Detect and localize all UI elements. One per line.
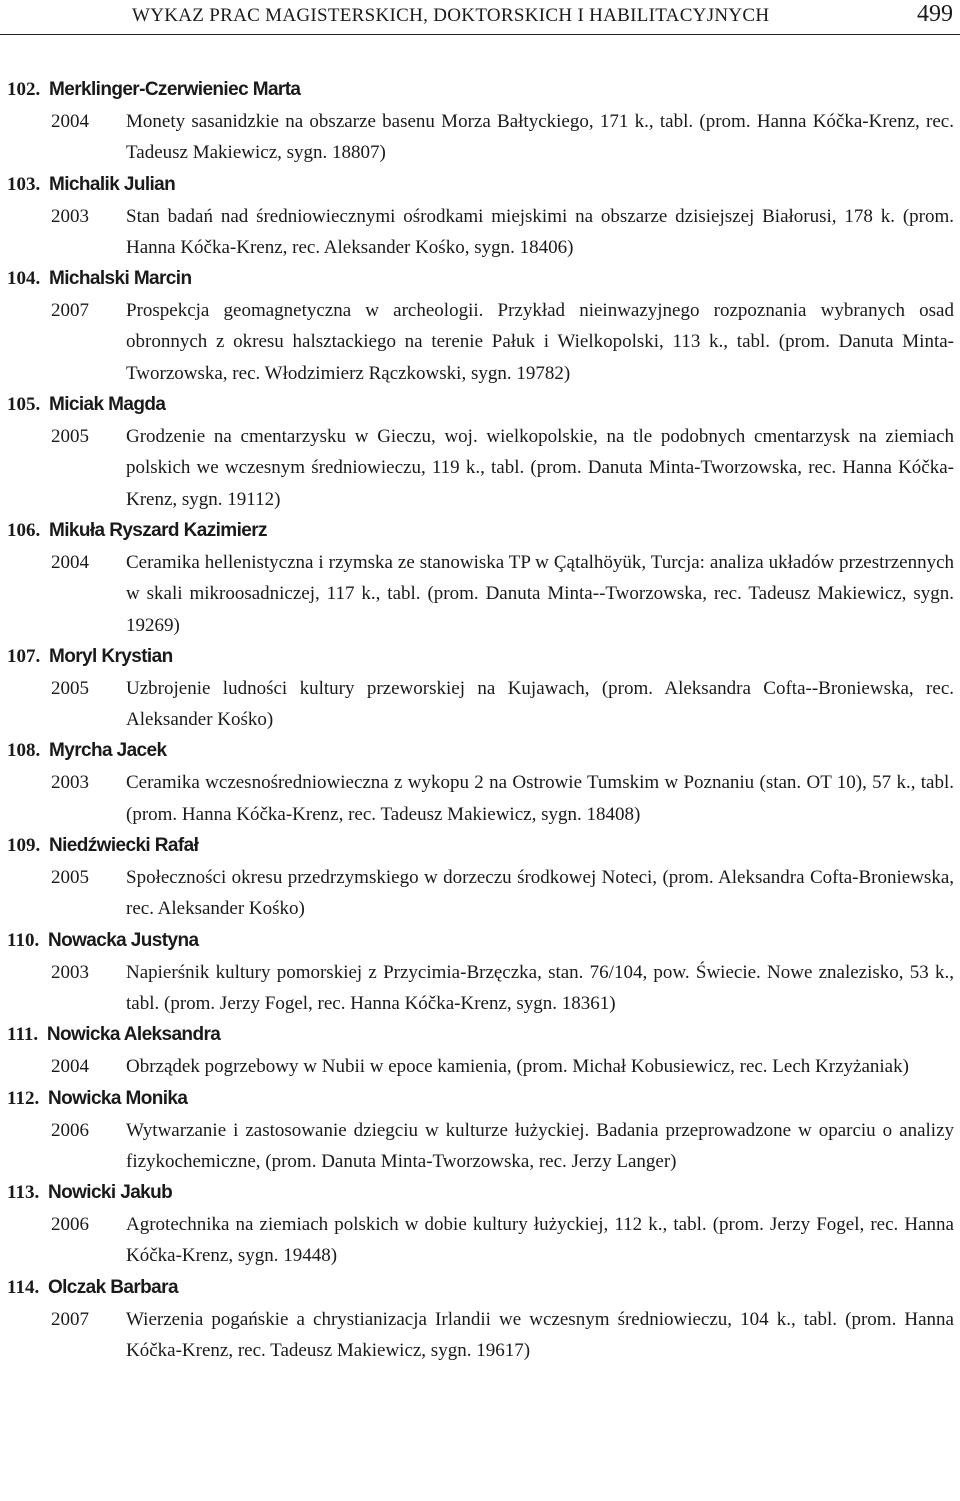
- entry-heading: [0, 735, 960, 767]
- work-record: [0, 201, 960, 264]
- work-year: 2005: [51, 867, 89, 889]
- work-record: [0, 1115, 960, 1178]
- list-entry: [0, 925, 960, 1020]
- work-description: Ceramika hellenistyczna i rzymska ze stanowiska TP w Çątalhöyük, Turcja: analiza układów przestrzennych w skali mikroosadniczej, 117 k., tabl. (prom. Danuta Minta--Tworzowska, rec. Tadeusz Makiewicz, sygn. 19269): [126, 551, 954, 636]
- work-description: Ceramika wczesnośredniowieczna z wykopu 2 na Ostrowie Tumskim w Poznaniu (stan. OT 10), 57 k., tabl. (prom. Hanna Kóčka-Krenz, rec. Tadeusz Makiewicz, sygn. 18408): [126, 772, 954, 825]
- author-name: Nowicka Monika: [47, 1087, 188, 1109]
- entry-number: 112.: [7, 1087, 40, 1109]
- work-year: 2007: [51, 1308, 89, 1330]
- list-entry: [0, 1083, 960, 1178]
- work-description: Stan badań nad średniowiecznymi ośrodkami miejskimi na obszarze dzisiejszej Białorusi, 178 k. (prom. Hanna Kóčka-Krenz, rec. Aleksander Kośko, sygn. 18406): [126, 205, 954, 258]
- work-year: 2007: [51, 300, 89, 322]
- author-name: Michalik Julian: [49, 173, 176, 195]
- thesis-list: [0, 74, 960, 1366]
- list-entry: [0, 263, 960, 389]
- entry-heading: [0, 830, 960, 862]
- entry-heading: [0, 389, 960, 421]
- work-description: Agrotechnika na ziemiach polskich w dobie kultury łużyckiej, 112 k., tabl. (prom. Jerzy Fogel, rec. Hanna Kóčka-Krenz, sygn. 19448): [126, 1214, 954, 1267]
- work-year: 2006: [51, 1214, 89, 1236]
- entry-number: 109.: [7, 835, 41, 857]
- author-name: Nowicka Aleksandra: [46, 1024, 221, 1046]
- entry-heading: [0, 74, 960, 106]
- entry-number: 103.: [7, 173, 41, 195]
- work-record: [0, 547, 960, 641]
- work-record: [0, 1209, 960, 1272]
- entry-number: 111.: [7, 1024, 39, 1046]
- author-name: Mikuła Ryszard Kazimierz: [49, 519, 267, 541]
- work-description: Wierzenia pogańskie a chrystianizacja Irlandii we wczesnym średniowieczu, 104 k., tabl. (prom. Hanna Kóčka-Krenz, rec. Tadeusz Makiewicz, sygn. 19617): [126, 1308, 954, 1362]
- list-entry: [0, 1177, 960, 1272]
- work-record: [0, 1304, 960, 1367]
- work-year: 2003: [51, 205, 89, 227]
- work-description: Napierśnik kultury pomorskiej z Przycimia-Brzęczka, stan. 76/104, pow. Świecie. Nowe znalezisko, 53 k., tabl. (prom. Jerzy Fogel, rec. Hanna Kóčka-Krenz, sygn. 18361): [126, 961, 954, 1014]
- entry-heading: [0, 515, 960, 547]
- work-record: [0, 295, 960, 389]
- work-year: 2003: [51, 772, 89, 794]
- author-name: Nowacka Justyna: [47, 929, 199, 951]
- work-record: [0, 1051, 960, 1082]
- work-description: Grodzenie na cmentarzysku w Gieczu, woj. wielkopolskie, na tle podobnych cmentarzysk na ziemiach polskich we wczesnym średniowieczu, 119 k., tabl. (prom. Danuta Minta-Tworzowska, rec. Hanna Kóčka-Krenz, sygn. 19112): [126, 426, 954, 510]
- entry-heading: [0, 641, 960, 673]
- entry-heading: [0, 925, 960, 957]
- work-description: Uzbrojenie ludności kultury przeworskiej na Kujawach, (prom. Aleksandra Cofta--Broniewska, rec. Aleksander Kośko): [126, 677, 954, 731]
- work-year: 2006: [51, 1119, 89, 1141]
- work-description: Monety sasanidzkie na obszarze basenu Morza Bałtyckiego, 171 k., tabl. (prom. Hanna Kóčka-Krenz, rec. Tadeusz Makiewicz, sygn. 18807): [126, 111, 954, 164]
- work-year: 2005: [51, 426, 89, 448]
- list-entry: [0, 735, 960, 830]
- list-entry: [0, 1019, 960, 1082]
- work-record: [0, 957, 960, 1020]
- author-name: Miciak Magda: [49, 394, 166, 416]
- work-year: 2004: [51, 111, 89, 132]
- work-year: 2003: [51, 961, 89, 983]
- work-year: 2004: [51, 1056, 89, 1078]
- list-entry: [0, 1272, 960, 1367]
- work-record: [0, 862, 960, 925]
- list-entry: [0, 515, 960, 641]
- page-header: [0, 0, 960, 35]
- work-year: 2004: [51, 551, 89, 573]
- work-description: Społeczności okresu przedrzymskiego w dorzeczu środkowej Noteci, (prom. Aleksandra Cofta-Broniewska, rec. Aleksander Kośko): [126, 867, 954, 920]
- list-entry: [0, 830, 960, 925]
- author-name: Olczak Barbara: [47, 1276, 178, 1298]
- entry-number: 106.: [7, 519, 41, 541]
- entry-number: 104.: [7, 268, 41, 290]
- author-name: Nowicki Jakub: [47, 1182, 173, 1204]
- work-description: Obrządek pogrzebowy w Nubii w epoce kamienia, (prom. Michał Kobusiewicz, rec. Lech Krzyżaniak): [126, 1056, 909, 1078]
- entry-heading: [0, 1019, 960, 1051]
- page-number: 499: [917, 1, 953, 27]
- work-description: Prospekcja geomagnetyczna w archeologii. Przykład nieinwazyjnego rozpoznania wybranych osad obronnych z okresu halsztackiego na terenie Pałuk i Wielkopolski, 113 k., tabl. (prom. Danuta Minta-Tworzowska, rec. Włodzimierz Rączkowski, sygn. 19782): [126, 300, 954, 384]
- author-name: Niedźwiecki Rafał: [49, 835, 199, 857]
- entry-heading: [0, 1083, 960, 1115]
- list-entry: [0, 169, 960, 264]
- entry-number: 102.: [7, 79, 41, 100]
- entry-heading: [0, 1177, 960, 1209]
- author-name: Michalski Marcin: [49, 268, 192, 290]
- work-year: 2005: [51, 677, 89, 699]
- entry-heading: [0, 169, 960, 201]
- work-record: [0, 767, 960, 830]
- work-record: [0, 106, 960, 169]
- list-entry: [0, 389, 960, 515]
- entry-number: 110.: [7, 929, 40, 951]
- entry-number: 114.: [7, 1276, 40, 1298]
- list-entry: [0, 641, 960, 736]
- work-description: Wytwarzanie i zastosowanie dziegciu w kulturze łużyckiej. Badania przeprowadzone w oparciu o analizy fizykochemiczne, (prom. Danuta Minta-Tworzowska, rec. Jerzy Langer): [126, 1119, 954, 1172]
- work-record: [0, 673, 960, 736]
- entry-number: 107.: [7, 645, 41, 667]
- entry-heading: [0, 263, 960, 295]
- author-name: Moryl Krystian: [49, 645, 173, 667]
- running-header-title: WYKAZ PRAC MAGISTERSKICH, DOKTORSKICH I HABILITACYJNYCH: [132, 5, 770, 26]
- list-entry: [0, 74, 960, 169]
- author-name: Myrcha Jacek: [49, 740, 167, 762]
- author-name: Merklinger-Czerwieniec Marta: [49, 79, 301, 100]
- entry-number: 113.: [7, 1182, 40, 1204]
- entry-heading: [0, 1272, 960, 1304]
- entry-number: 105.: [7, 394, 41, 416]
- work-record: [0, 421, 960, 515]
- entry-number: 108.: [7, 740, 41, 762]
